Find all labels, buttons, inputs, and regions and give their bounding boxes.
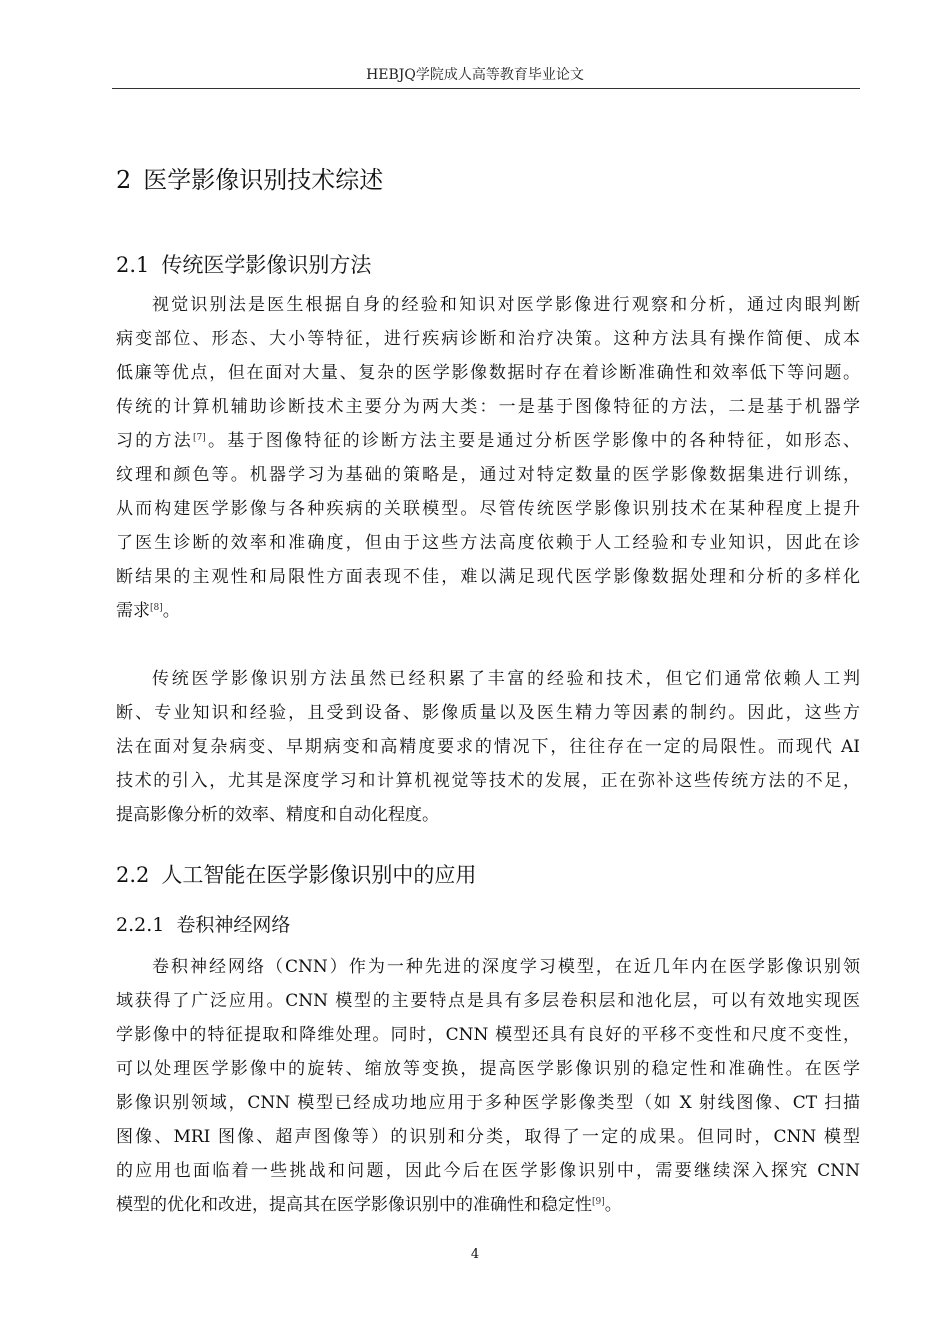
section-heading-2-2 <box>116 859 476 889</box>
text-line: 断结果的主观性和局限性方面表现不佳，难以满足现代医学影像数据处理和分析的多样化 <box>116 567 860 587</box>
text-line: 低廉等优点，但在面对大量、复杂的医学影像数据时存在着诊断准确性和效率低下等问题。 <box>116 363 860 383</box>
text-segment: 模型的优化和改进，提高其在医学影像识别中的准确性和稳定性 <box>116 1195 592 1215</box>
paragraph-traditional-methods <box>116 662 860 832</box>
text-segment: 需求 <box>116 601 150 621</box>
text-line: 学影像中的特征提取和降维处理。同时，CNN 模型还具有良好的平移不变性和尺度不变性， <box>116 1025 860 1045</box>
running-header: HEBJQ学院成人高等教育毕业论文 <box>366 67 584 83</box>
section-title: 人工智能在医学影像识别中的应用 <box>161 863 477 887</box>
paragraph-cnn <box>116 950 860 1222</box>
text-segment: 。 <box>604 1195 622 1215</box>
text-line: 提高影像分析的效率、精度和自动化程度。 <box>116 805 439 825</box>
citation: [9] <box>592 1197 605 1207</box>
text-line: 视觉识别法是医生根据自身的经验和知识对医学影像进行观察和分析，通过肉眼判断 <box>152 295 860 315</box>
text-line: 断、专业知识和经验，且受到设备、影像质量以及医生精力等因素的制约。因此，这些方 <box>116 703 860 723</box>
text-line: 卷积神经网络（CNN）作为一种先进的深度学习模型，在近几年内在医学影像识别领 <box>152 957 860 977</box>
header-rule <box>112 88 860 89</box>
page-number: 4 <box>470 1247 480 1262</box>
text-line: 图像、MRI 图像、超声图像等）的识别和分类，取得了一定的成果。但同时，CNN 模型 <box>116 1127 860 1147</box>
text-line: 传统医学影像识别方法虽然已经积累了丰富的经验和技术，但它们通常依赖人工判 <box>152 669 860 689</box>
citation: [7] <box>192 433 206 443</box>
text-line: 域获得了广泛应用。CNN 模型的主要特点是具有多层卷积层和池化层，可以有效地实现医 <box>116 991 860 1011</box>
text-line: 的应用也面临着一些挑战和问题，因此今后在医学影像识别中，需要继续深入探究 CNN <box>116 1161 860 1181</box>
chapter-heading <box>116 160 383 195</box>
text-line <box>116 424 860 458</box>
paragraph-visual-recognition <box>116 288 860 628</box>
text-line: 病变部位、形态、大小等特征，进行疾病诊断和治疗决策。这种方法具有操作简便、成本 <box>116 329 860 349</box>
chapter-number: 2 <box>116 166 132 194</box>
subsection-title: 卷积神经网络 <box>176 914 291 936</box>
text-line: 从而构建医学影像与各种疾病的关联模型。尽管传统医学影像识别技术在某种程度上提升 <box>116 499 860 519</box>
text-segment: 。基于图像特征的诊断方法主要是通过分析医学影像中的各种特征，如形态、 <box>205 431 860 451</box>
subsection-heading-2-2-1 <box>116 910 290 937</box>
text-line: 可以处理医学影像中的旋转、缩放等变换，提高医学影像识别的稳定性和准确性。在医学 <box>116 1059 860 1079</box>
text-line: 纹理和颜色等。机器学习为基础的策略是，通过对特定数量的医学影像数据集进行训练， <box>116 465 860 485</box>
section-number: 2.1 <box>116 253 150 277</box>
text-line: 传统的计算机辅助诊断技术主要分为两大类：一是基于图像特征的方法，二是基于机器学 <box>116 397 860 417</box>
citation: [8] <box>150 603 163 613</box>
text-line: 影像识别领域，CNN 模型已经成功地应用于多种医学影像类型（如 X 射线图像、CT 扫描 <box>116 1093 860 1113</box>
text-line: 了医生诊断的效率和准确度，但由于这些方法高度依赖于人工经验和专业知识，因此在诊 <box>116 533 860 553</box>
text-segment: 。 <box>162 601 180 621</box>
section-heading-2-1 <box>116 249 371 279</box>
text-line <box>116 1188 860 1222</box>
text-line: 技术的引入，尤其是深度学习和计算机视觉等技术的发展，正在弥补这些传统方法的不足， <box>116 771 860 791</box>
text-line: 法在面对复杂病变、早期病变和高精度要求的情况下，往往存在一定的局限性。而现代 AI <box>116 737 860 757</box>
section-title: 传统医学影像识别方法 <box>161 253 372 277</box>
subsection-number: 2.2.1 <box>116 914 165 936</box>
section-number: 2.2 <box>116 863 150 887</box>
chapter-title: 医学影像识别技术综述 <box>143 166 384 194</box>
text-segment: 习的方法 <box>116 431 193 451</box>
text-line <box>116 594 860 628</box>
